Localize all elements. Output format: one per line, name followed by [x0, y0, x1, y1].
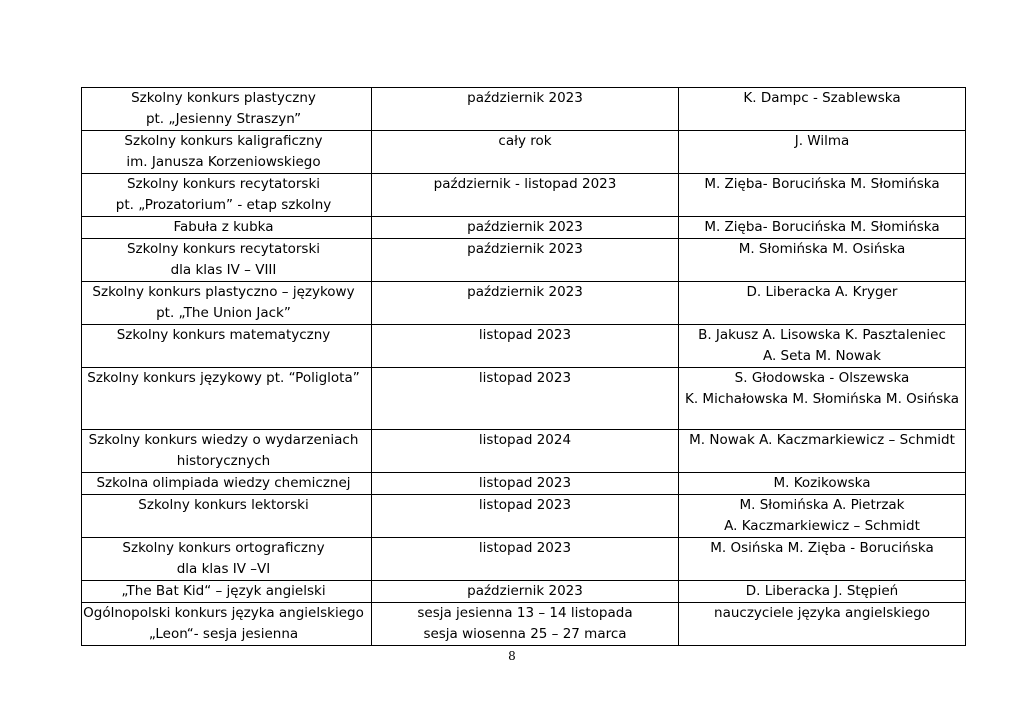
page-number: 8 — [508, 649, 516, 663]
date-line: sesja jesienna 13 – 14 listopada — [417, 605, 633, 621]
table-row — [82, 217, 966, 239]
teachers-line: M. Osińska M. Zięba - Borucińska — [710, 540, 934, 556]
competition-line: Szkolny konkurs wiedzy o wydarzeniach — [88, 432, 359, 448]
competition-line: historycznych — [176, 453, 271, 469]
competitions-table-body — [82, 88, 966, 646]
competitions-table — [81, 87, 966, 646]
date-cell — [372, 368, 679, 430]
competition-cell — [82, 131, 372, 174]
competition-line: Szkolny konkurs recytatorski — [126, 176, 321, 192]
competition-line: Ogólnopolski konkurs języka angielskiego — [83, 605, 364, 621]
table-row — [82, 538, 966, 581]
table-row — [82, 239, 966, 282]
competition-cell — [82, 603, 372, 646]
date-cell — [372, 430, 679, 473]
date-cell — [372, 325, 679, 368]
competition-cell — [82, 495, 372, 538]
teachers-line: K. Dampc - Szablewska — [743, 90, 901, 106]
date-cell — [372, 88, 679, 131]
table-row — [82, 495, 966, 538]
teachers-line: M. Zięba- Borucińska M. Słomińska — [704, 219, 940, 235]
date-line: październik 2023 — [467, 241, 583, 257]
competition-line: Szkolny konkurs lektorski — [138, 497, 309, 513]
competition-cell — [82, 538, 372, 581]
date-cell — [372, 217, 679, 239]
teachers-line: nauczyciele języka angielskiego — [714, 605, 930, 621]
teachers-cell — [679, 473, 966, 495]
competition-line: Szkolny konkurs matematyczny — [116, 327, 331, 343]
teachers-line: A. Kaczmarkiewicz – Schmidt — [724, 518, 920, 534]
teachers-cell — [679, 282, 966, 325]
competition-cell — [82, 325, 372, 368]
date-cell — [372, 473, 679, 495]
competition-line: Szkolna olimpiada wiedzy chemicznej — [96, 475, 351, 491]
competition-line: pt. „The Union Jack” — [156, 305, 291, 321]
date-cell — [372, 581, 679, 603]
competition-cell — [82, 368, 372, 430]
teachers-line: M. Słomińska A. Pietrzak — [739, 497, 905, 513]
competition-cell — [82, 473, 372, 495]
teachers-line: D. Liberacka J. Stępień — [745, 583, 899, 599]
competition-cell — [82, 239, 372, 282]
table-row — [82, 603, 966, 646]
teachers-cell — [679, 325, 966, 368]
teachers-line: M. Nowak A. Kaczmarkiewicz – Schmidt — [689, 432, 955, 448]
table-row — [82, 473, 966, 495]
date-line: sesja wiosenna 25 – 27 marca — [423, 626, 627, 642]
competition-line: dla klas IV –VI — [176, 561, 271, 577]
teachers-line: J. Wilma — [794, 133, 850, 149]
date-line: listopad 2023 — [478, 540, 572, 556]
teachers-line: K. Michałowska M. Słomińska M. Osińska — [684, 391, 959, 407]
teachers-cell — [679, 538, 966, 581]
date-line: październik 2023 — [467, 583, 583, 599]
date-cell — [372, 131, 679, 174]
competition-line: Szkolny konkurs ortograficzny — [122, 540, 325, 556]
date-line: cały rok — [498, 133, 552, 149]
table-row — [82, 581, 966, 603]
teachers-cell — [679, 581, 966, 603]
teachers-cell — [679, 368, 966, 430]
date-line: październik - listopad 2023 — [433, 176, 617, 192]
table-row — [82, 174, 966, 217]
competition-cell — [82, 581, 372, 603]
date-cell — [372, 174, 679, 217]
competition-cell — [82, 174, 372, 217]
competition-cell — [82, 282, 372, 325]
teachers-line: M. Zięba- Borucińska M. Słomińska — [704, 176, 940, 192]
competition-line: Szkolny konkurs recytatorski — [126, 241, 321, 257]
table-row — [82, 131, 966, 174]
date-cell — [372, 239, 679, 282]
competition-line: Fabuła z kubka — [173, 219, 274, 235]
competition-line: Szkolny konkurs plastyczny — [131, 90, 316, 106]
teachers-line: D. Liberacka A. Kryger — [746, 284, 898, 300]
teachers-cell — [679, 88, 966, 131]
teachers-line: M. Słomińska M. Osińska — [738, 241, 906, 257]
table-row — [82, 430, 966, 473]
competition-line: pt. „Prozatorium” - etap szkolny — [115, 197, 332, 213]
table-row — [82, 282, 966, 325]
date-line: październik 2023 — [467, 219, 583, 235]
date-cell — [372, 603, 679, 646]
table-row — [82, 368, 966, 430]
teachers-cell — [679, 495, 966, 538]
teachers-line: A. Seta M. Nowak — [762, 348, 882, 364]
teachers-cell — [679, 603, 966, 646]
table-row — [82, 88, 966, 131]
competition-line: „Leon“- sesja jesienna — [148, 626, 299, 642]
date-line: listopad 2023 — [478, 497, 572, 513]
competition-cell — [82, 88, 372, 131]
competition-cell — [82, 217, 372, 239]
date-line: listopad 2023 — [478, 370, 572, 386]
table-row — [82, 325, 966, 368]
teachers-cell — [679, 174, 966, 217]
competition-line: Szkolny konkurs językowy pt. “Poliglota” — [87, 370, 360, 386]
teachers-cell — [679, 131, 966, 174]
date-cell — [372, 282, 679, 325]
teachers-cell — [679, 217, 966, 239]
competition-line: Szkolny konkurs plastyczno – językowy — [92, 284, 355, 300]
date-line: październik 2023 — [467, 90, 583, 106]
teachers-line: B. Jakusz A. Lisowska K. Pasztaleniec — [698, 327, 946, 343]
competition-line: „The Bat Kid“ – język angielski — [121, 583, 326, 599]
competition-line: dla klas IV – VIII — [170, 262, 277, 278]
date-line: listopad 2023 — [478, 327, 572, 343]
teachers-line: S. Głodowska - Olszewska — [734, 370, 910, 386]
teachers-cell — [679, 239, 966, 282]
teachers-cell — [679, 430, 966, 473]
date-cell — [372, 495, 679, 538]
competition-line: Szkolny konkurs kaligraficzny — [124, 133, 323, 149]
competition-line: im. Janusza Korzeniowskiego — [126, 154, 321, 170]
teachers-line: M. Kozikowska — [773, 475, 871, 491]
date-line: listopad 2023 — [478, 475, 572, 491]
date-cell — [372, 538, 679, 581]
date-line: listopad 2024 — [478, 432, 572, 448]
competition-line: pt. „Jesienny Straszyn” — [145, 111, 302, 127]
competition-cell — [82, 430, 372, 473]
date-line: październik 2023 — [467, 284, 583, 300]
